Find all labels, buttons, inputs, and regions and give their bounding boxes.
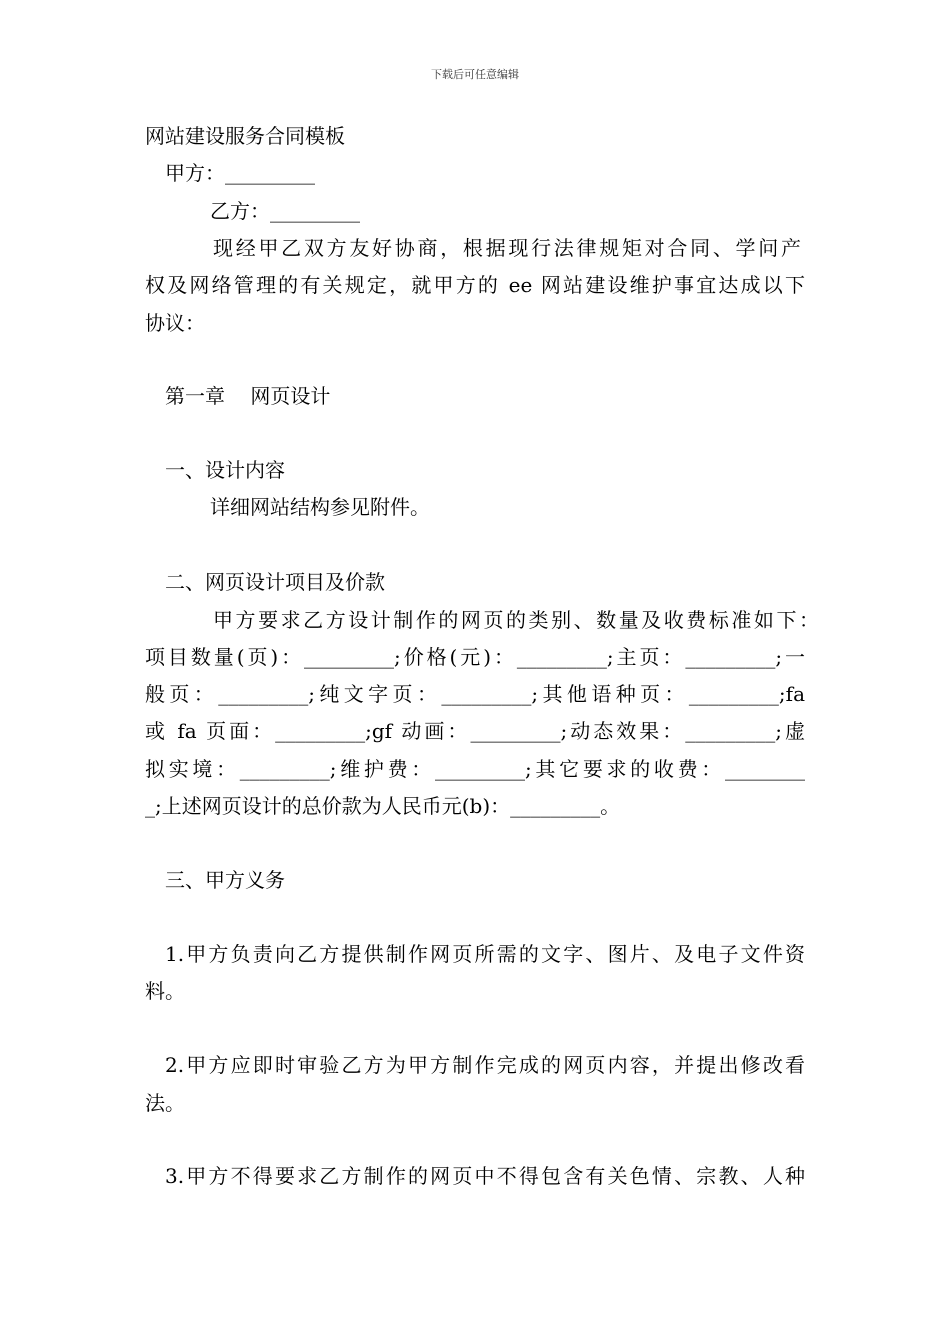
chapter-1-heading: 第一章 网页设计 xyxy=(165,384,331,408)
section-1-heading: 一、设计内容 xyxy=(165,458,285,482)
section-2-line-3: 般页：_________;纯文字页：_________;其他语种页：_________;fa xyxy=(145,682,805,706)
obligation-1-line-1: 1.甲方负责向乙方提供制作网页所需的文字、图片、及电子文件资 xyxy=(165,942,805,966)
section-3-heading: 三、甲方义务 xyxy=(165,868,285,892)
section-2-line-1: 甲方要求乙方设计制作的网页的类别、数量及收费标准如下： xyxy=(213,608,819,632)
intro-line-1: 现经甲乙双方友好协商，根据现行法律规矩对合同、学问产 xyxy=(213,236,801,260)
party-b-line: 乙方：_________ xyxy=(210,199,360,223)
section-2-line-5: 拟实境：_________;维护费：_________;其它要求的收费：________ xyxy=(145,757,805,781)
obligation-2-line-2: 法。 xyxy=(145,1091,185,1115)
obligation-3-line-1: 3.甲方不得要求乙方制作的网页中不得包含有关色情、宗教、人种 xyxy=(165,1164,805,1188)
intro-line-2: 权及网络管理的有关规定，就甲方的 ee 网站建设维护事宜达成以下 xyxy=(145,273,805,297)
section-2-line-6: _;上述网页设计的总价款为人民币元(b)：_________。 xyxy=(145,794,621,818)
page-header: 下载后可任意编辑 xyxy=(431,68,519,81)
party-a-line: 甲方：_________ xyxy=(165,161,315,185)
document-title: 网站建设服务合同模板 xyxy=(145,124,345,148)
obligation-2-line-1: 2.甲方应即时审验乙方为甲方制作完成的网页内容，并提出修改看 xyxy=(165,1053,805,1077)
obligation-1-line-2: 料。 xyxy=(145,979,185,1003)
section-2-line-4: 或 fa 页面：_________;gf 动画：_________;动态效果：_________;虚 xyxy=(145,719,805,743)
section-2-heading: 二、网页设计项目及价款 xyxy=(165,570,385,594)
section-2-line-2: 项目数量(页)：_________;价格(元)：_________;主页：_________;一 xyxy=(145,645,805,669)
intro-line-3: 协议： xyxy=(145,311,205,335)
section-1-body: 详细网站结构参见附件。 xyxy=(210,495,430,519)
